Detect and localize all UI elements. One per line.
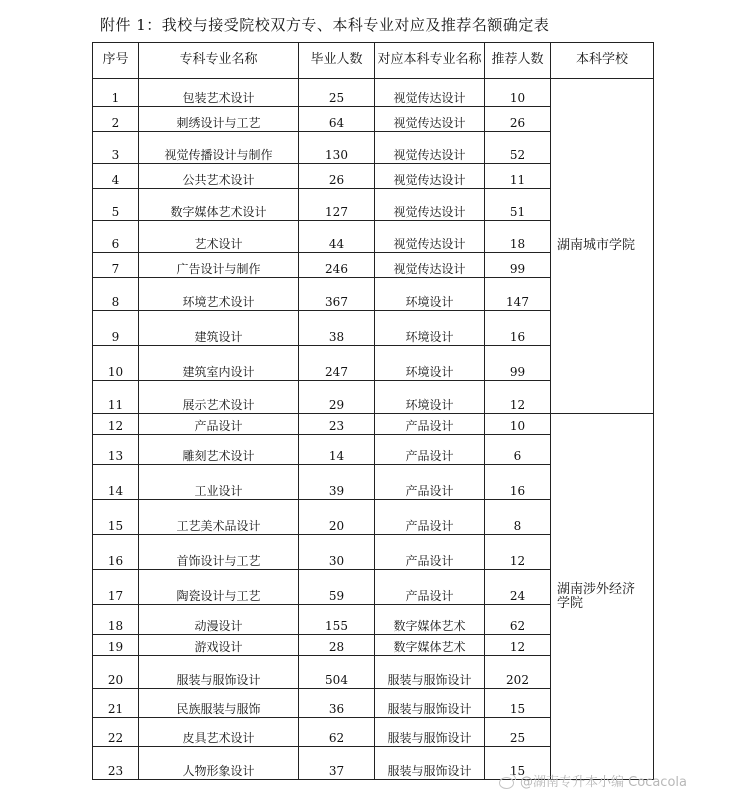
cell-bachelor-major: 产品设计 bbox=[375, 500, 485, 535]
cell-bachelor-major: 数字媒体艺术 bbox=[375, 635, 485, 656]
cell-recommended: 25 bbox=[485, 718, 551, 747]
cell-graduates: 59 bbox=[299, 570, 375, 605]
cell-seq: 14 bbox=[93, 465, 139, 500]
cell-recommended: 99 bbox=[485, 253, 551, 278]
cell-school: 湖南涉外经济学院 bbox=[551, 414, 654, 780]
cell-junior-major: 艺术设计 bbox=[139, 221, 299, 253]
header-school: 本科学校 bbox=[551, 43, 654, 79]
cell-bachelor-major: 产品设计 bbox=[375, 435, 485, 465]
cell-seq: 1 bbox=[93, 79, 139, 107]
cell-seq: 22 bbox=[93, 718, 139, 747]
cell-recommended: 99 bbox=[485, 346, 551, 381]
cell-graduates: 14 bbox=[299, 435, 375, 465]
cell-junior-major: 刺绣设计与工艺 bbox=[139, 107, 299, 132]
cell-graduates: 30 bbox=[299, 535, 375, 570]
cell-graduates: 155 bbox=[299, 605, 375, 635]
cell-junior-major: 工艺美术品设计 bbox=[139, 500, 299, 535]
cell-graduates: 39 bbox=[299, 465, 375, 500]
cell-seq: 23 bbox=[93, 747, 139, 780]
cell-bachelor-major: 产品设计 bbox=[375, 465, 485, 500]
table-row bbox=[93, 414, 654, 435]
cell-graduates: 62 bbox=[299, 718, 375, 747]
cell-seq: 6 bbox=[93, 221, 139, 253]
cell-bachelor-major: 产品设计 bbox=[375, 414, 485, 435]
cell-graduates: 127 bbox=[299, 189, 375, 221]
cell-bachelor-major: 服装与服饰设计 bbox=[375, 718, 485, 747]
cell-graduates: 36 bbox=[299, 689, 375, 718]
quota-table bbox=[92, 42, 654, 780]
cell-seq: 21 bbox=[93, 689, 139, 718]
cell-recommended: 6 bbox=[485, 435, 551, 465]
cell-bachelor-major: 环境设计 bbox=[375, 346, 485, 381]
weibo-icon bbox=[498, 774, 516, 788]
cell-recommended: 147 bbox=[485, 278, 551, 311]
cell-bachelor-major: 视觉传达设计 bbox=[375, 79, 485, 107]
cell-graduates: 44 bbox=[299, 221, 375, 253]
cell-graduates: 367 bbox=[299, 278, 375, 311]
document-title: 附件 1：我校与接受院校双方专、本科专业对应及推荐名额确定表 bbox=[100, 16, 550, 34]
cell-recommended: 18 bbox=[485, 221, 551, 253]
cell-junior-major: 展示艺术设计 bbox=[139, 381, 299, 414]
cell-recommended: 26 bbox=[485, 107, 551, 132]
cell-recommended: 8 bbox=[485, 500, 551, 535]
cell-graduates: 504 bbox=[299, 656, 375, 689]
cell-graduates: 23 bbox=[299, 414, 375, 435]
cell-seq: 18 bbox=[93, 605, 139, 635]
cell-graduates: 130 bbox=[299, 132, 375, 164]
cell-bachelor-major: 服装与服饰设计 bbox=[375, 747, 485, 780]
header-seq: 序号 bbox=[93, 43, 139, 79]
cell-seq: 15 bbox=[93, 500, 139, 535]
cell-bachelor-major: 视觉传达设计 bbox=[375, 221, 485, 253]
cell-recommended: 10 bbox=[485, 79, 551, 107]
cell-junior-major: 产品设计 bbox=[139, 414, 299, 435]
cell-recommended: 62 bbox=[485, 605, 551, 635]
cell-graduates: 20 bbox=[299, 500, 375, 535]
cell-seq: 13 bbox=[93, 435, 139, 465]
cell-graduates: 29 bbox=[299, 381, 375, 414]
cell-bachelor-major: 视觉传达设计 bbox=[375, 107, 485, 132]
weibo-watermark bbox=[498, 771, 687, 790]
cell-recommended: 11 bbox=[485, 164, 551, 189]
cell-graduates: 38 bbox=[299, 311, 375, 346]
cell-graduates: 37 bbox=[299, 747, 375, 780]
cell-junior-major: 游戏设计 bbox=[139, 635, 299, 656]
table-row bbox=[93, 79, 654, 107]
cell-seq: 7 bbox=[93, 253, 139, 278]
cell-bachelor-major: 环境设计 bbox=[375, 278, 485, 311]
cell-recommended: 24 bbox=[485, 570, 551, 605]
cell-recommended: 16 bbox=[485, 311, 551, 346]
cell-seq: 10 bbox=[93, 346, 139, 381]
cell-junior-major: 环境艺术设计 bbox=[139, 278, 299, 311]
cell-junior-major: 服装与服饰设计 bbox=[139, 656, 299, 689]
cell-bachelor-major: 环境设计 bbox=[375, 381, 485, 414]
cell-recommended: 15 bbox=[485, 689, 551, 718]
cell-recommended: 52 bbox=[485, 132, 551, 164]
header-recommended: 推荐人数 bbox=[485, 43, 551, 79]
cell-recommended: 51 bbox=[485, 189, 551, 221]
header-bachelor-major: 对应本科专业名称 bbox=[375, 43, 485, 79]
cell-junior-major: 人物形象设计 bbox=[139, 747, 299, 780]
cell-bachelor-major: 环境设计 bbox=[375, 311, 485, 346]
cell-graduates: 28 bbox=[299, 635, 375, 656]
cell-junior-major: 建筑设计 bbox=[139, 311, 299, 346]
cell-recommended: 16 bbox=[485, 465, 551, 500]
table-header-row bbox=[93, 43, 654, 79]
cell-bachelor-major: 数字媒体艺术 bbox=[375, 605, 485, 635]
cell-junior-major: 民族服装与服饰 bbox=[139, 689, 299, 718]
header-graduates: 毕业人数 bbox=[299, 43, 375, 79]
header-junior-major: 专科专业名称 bbox=[139, 43, 299, 79]
cell-junior-major: 数字媒体艺术设计 bbox=[139, 189, 299, 221]
cell-bachelor-major: 视觉传达设计 bbox=[375, 189, 485, 221]
cell-junior-major: 陶瓷设计与工艺 bbox=[139, 570, 299, 605]
cell-school: 湖南城市学院 bbox=[551, 79, 654, 414]
cell-seq: 3 bbox=[93, 132, 139, 164]
cell-seq: 5 bbox=[93, 189, 139, 221]
cell-bachelor-major: 服装与服饰设计 bbox=[375, 689, 485, 718]
cell-seq: 9 bbox=[93, 311, 139, 346]
cell-bachelor-major: 视觉传达设计 bbox=[375, 164, 485, 189]
cell-graduates: 25 bbox=[299, 79, 375, 107]
cell-recommended: 15 bbox=[485, 747, 551, 780]
cell-bachelor-major: 产品设计 bbox=[375, 535, 485, 570]
cell-seq: 12 bbox=[93, 414, 139, 435]
cell-junior-major: 广告设计与制作 bbox=[139, 253, 299, 278]
cell-recommended: 202 bbox=[485, 656, 551, 689]
cell-junior-major: 雕刻艺术设计 bbox=[139, 435, 299, 465]
cell-graduates: 247 bbox=[299, 346, 375, 381]
watermark-text: @湖南专升本小编 Cocacola bbox=[520, 775, 687, 790]
cell-junior-major: 工业设计 bbox=[139, 465, 299, 500]
cell-seq: 8 bbox=[93, 278, 139, 311]
cell-graduates: 246 bbox=[299, 253, 375, 278]
cell-junior-major: 公共艺术设计 bbox=[139, 164, 299, 189]
cell-junior-major: 首饰设计与工艺 bbox=[139, 535, 299, 570]
cell-graduates: 64 bbox=[299, 107, 375, 132]
cell-seq: 20 bbox=[93, 656, 139, 689]
cell-seq: 11 bbox=[93, 381, 139, 414]
cell-recommended: 12 bbox=[485, 535, 551, 570]
cell-seq: 16 bbox=[93, 535, 139, 570]
cell-recommended: 12 bbox=[485, 381, 551, 414]
cell-junior-major: 动漫设计 bbox=[139, 605, 299, 635]
cell-junior-major: 建筑室内设计 bbox=[139, 346, 299, 381]
cell-seq: 4 bbox=[93, 164, 139, 189]
cell-seq: 19 bbox=[93, 635, 139, 656]
cell-bachelor-major: 视觉传达设计 bbox=[375, 253, 485, 278]
cell-recommended: 10 bbox=[485, 414, 551, 435]
cell-recommended: 12 bbox=[485, 635, 551, 656]
cell-seq: 2 bbox=[93, 107, 139, 132]
cell-seq: 17 bbox=[93, 570, 139, 605]
cell-bachelor-major: 产品设计 bbox=[375, 570, 485, 605]
cell-junior-major: 皮具艺术设计 bbox=[139, 718, 299, 747]
cell-junior-major: 视觉传播设计与制作 bbox=[139, 132, 299, 164]
cell-graduates: 26 bbox=[299, 164, 375, 189]
cell-bachelor-major: 服装与服饰设计 bbox=[375, 656, 485, 689]
cell-bachelor-major: 视觉传达设计 bbox=[375, 132, 485, 164]
cell-junior-major: 包装艺术设计 bbox=[139, 79, 299, 107]
